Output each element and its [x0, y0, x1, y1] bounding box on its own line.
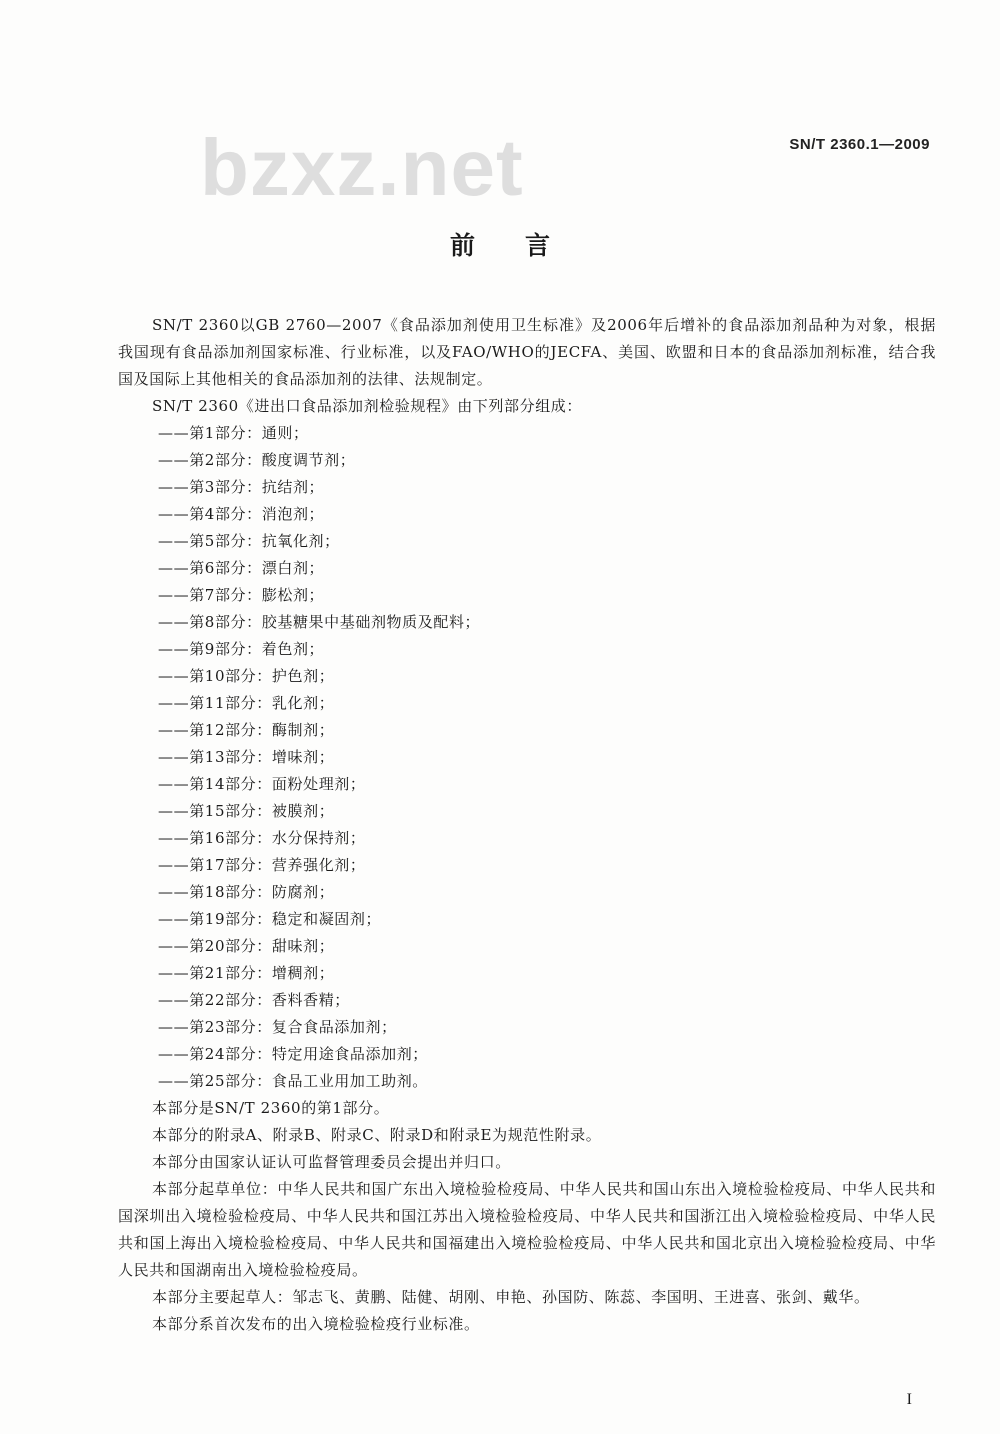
watermark: bzxz.net	[200, 123, 524, 212]
list-item: ——第5部分：抗氧化剂；	[158, 532, 340, 550]
list-item: ——第9部分：着色剂；	[158, 640, 325, 658]
intro-paragraph: SN/T 2360以GB 2760—2007《食品添加剂使用卫生标准》及2006年后增补的食品添加剂品种为对象，根据我国现有食品添加剂国家标准、行业标准，以及FAO/WHO的JECFA、美国、欧盟和日本的食品添加剂标准，结合我国及国际上其他相关的食品添加剂的法律、法规制定。	[118, 316, 936, 388]
list-item: ——第20部分：甜味剂；	[158, 937, 335, 955]
list-item: ——第4部分：消泡剂；	[158, 505, 325, 523]
annex-statement: 本部分的附录A、附录B、附录C、附录D和附录E为规范性附录。	[152, 1126, 602, 1144]
list-item: ——第12部分：酶制剂；	[158, 721, 335, 739]
list-item: ——第25部分：食品工业用加工助剂。	[158, 1072, 428, 1090]
page-title: 前言	[449, 231, 600, 260]
parts-intro-paragraph: SN/T 2360《进出口食品添加剂检验规程》由下列部分组成：	[152, 397, 583, 415]
list-item: ——第19部分：稳定和凝固剂；	[158, 910, 382, 928]
list-item: ——第16部分：水分保持剂；	[158, 829, 366, 847]
document-body	[118, 312, 936, 1338]
list-item: ——第8部分：胶基糖果中基础剂物质及配料；	[158, 613, 481, 631]
list-item: ——第2部分：酸度调节剂；	[158, 451, 356, 469]
list-item: ——第18部分：防腐剂；	[158, 883, 335, 901]
list-item: ——第21部分：增稠剂；	[158, 964, 335, 982]
proposer-statement: 本部分由国家认证认可监督管理委员会提出并归口。	[152, 1153, 511, 1171]
list-item: ——第10部分：护色剂；	[158, 667, 335, 685]
list-item: ——第6部分：漂白剂；	[158, 559, 325, 577]
page-number: I	[906, 1391, 912, 1408]
standard-code: SN/T 2360.1—2009	[789, 136, 930, 153]
drafting-units-paragraph: 本部分起草单位：中华人民共和国广东出入境检验检疫局、中华人民共和国山东出入境检验检疫局、中华人民共和国深圳出入境检验检疫局、中华人民共和国江苏出入境检验检疫局、中华人民共和国浙江出入境检验检疫局、中华人民共和国上海出入境检验检疫局、中华人民共和国福建出入境检验检疫局、中华人民共和国北京出入境检验检疫局、中华人民共和国湖南出入境检验检疫局。	[118, 1180, 936, 1279]
list-item: ——第11部分：乳化剂；	[158, 694, 335, 712]
first-release-statement: 本部分系首次发布的出入境检验检疫行业标准。	[152, 1315, 480, 1333]
list-item: ——第13部分：增味剂；	[158, 748, 335, 766]
list-item: ——第22部分：香料香精；	[158, 991, 350, 1009]
list-item: ——第17部分：营养强化剂；	[158, 856, 366, 874]
list-item: ——第3部分：抗结剂；	[158, 478, 325, 496]
part-statement: 本部分是SN/T 2360的第1部分。	[152, 1099, 390, 1117]
list-item: ——第1部分：通则；	[158, 424, 309, 442]
list-item: ——第15部分：被膜剂；	[158, 802, 335, 820]
list-item: ——第23部分：复合食品添加剂；	[158, 1018, 397, 1036]
parts-list	[118, 420, 936, 1095]
list-item: ——第24部分：特定用途食品添加剂；	[158, 1045, 428, 1063]
list-item: ——第14部分：面粉处理剂；	[158, 775, 366, 793]
list-item: ——第7部分：膨松剂；	[158, 586, 325, 604]
drafters-paragraph: 本部分主要起草人：邹志飞、黄鹏、陆健、胡刚、申艳、孙国防、陈蕊、李国明、王进喜、张剑、戴华。	[152, 1288, 870, 1306]
